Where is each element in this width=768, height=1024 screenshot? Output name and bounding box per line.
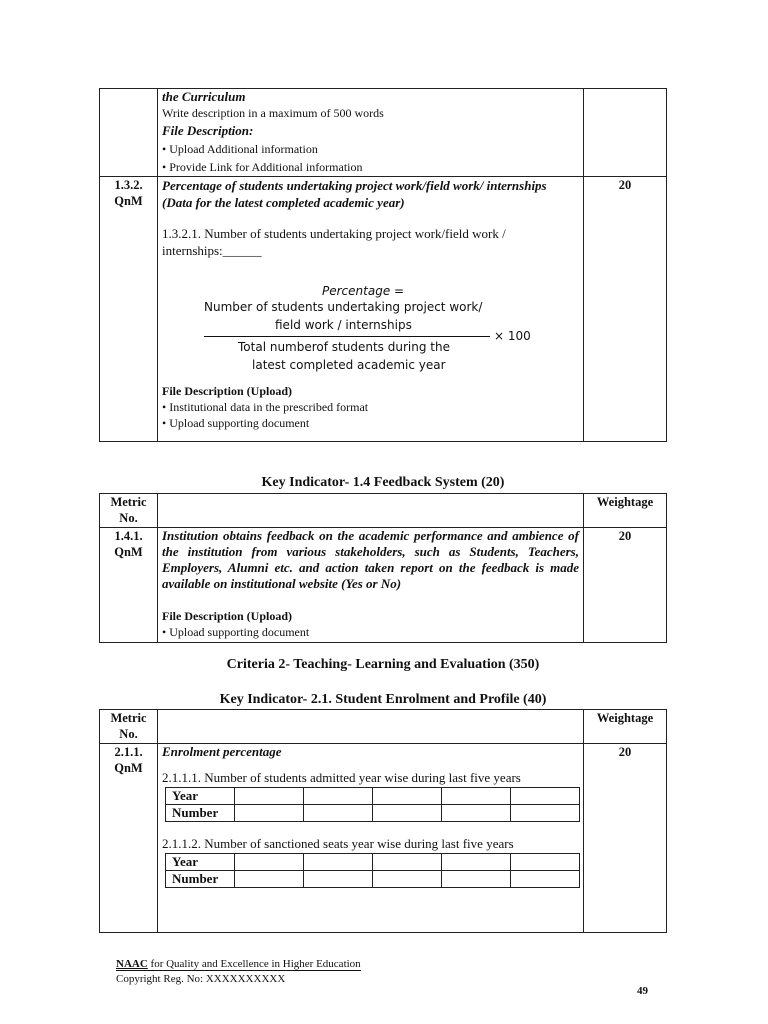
table-row <box>100 528 667 643</box>
year-cell[interactable] <box>442 788 511 805</box>
naac-logo-text: NAAC <box>116 958 148 970</box>
metric-title: Enrolment percentage <box>162 744 282 759</box>
number-cell[interactable] <box>235 871 304 888</box>
number-row <box>166 871 580 888</box>
metric-type: QnM <box>114 545 143 559</box>
key-indicator-2-1-heading: Key Indicator- 2.1. Student Enrolment and Profile (40) <box>219 692 547 707</box>
year-number-table-1 <box>165 787 580 822</box>
number-cell[interactable] <box>304 805 373 822</box>
criteria-2-heading: Criteria 2- Teaching- Learning and Evaluation (350) <box>226 657 540 672</box>
formula-numerator-2: field work / internships <box>275 318 412 332</box>
footer-copyright: Copyright Reg. No: XXXXXXXXXX <box>116 973 286 985</box>
number-label: Number <box>166 871 235 888</box>
metric-type: QnM <box>114 761 143 775</box>
table-row <box>100 744 667 933</box>
year-cell[interactable] <box>373 788 442 805</box>
number-cell[interactable] <box>511 871 580 888</box>
metric-cell <box>100 744 158 933</box>
metric-cell-empty <box>100 89 158 177</box>
metric-table-3 <box>99 709 667 933</box>
number-row <box>166 805 580 822</box>
column-header-metric: Metric No. <box>100 710 158 744</box>
formula-denominator-2: latest completed academic year <box>252 358 446 372</box>
description-cell <box>158 177 584 442</box>
weight-cell: 20 <box>584 528 667 643</box>
metric-table-1 <box>99 88 667 442</box>
bullet-item: • Institutional data in the prescribed format <box>162 400 369 414</box>
year-cell[interactable] <box>235 854 304 871</box>
year-row <box>166 854 580 871</box>
column-header-metric: Metric No. <box>100 494 158 528</box>
year-row <box>166 788 580 805</box>
bullet-item: • Provide Link for Additional information <box>162 160 363 174</box>
year-cell[interactable] <box>511 788 580 805</box>
metric-table-2 <box>99 493 667 643</box>
fraction-bar <box>204 336 490 337</box>
column-header-weightage: Weightage <box>584 710 667 744</box>
weight-cell: 20 <box>584 177 667 442</box>
column-header-description <box>158 710 584 744</box>
footer-tagline <box>116 958 361 971</box>
number-cell[interactable] <box>442 805 511 822</box>
formula-numerator-1: Number of students undertaking project work/ <box>204 300 483 314</box>
formula-lhs: Percentage = <box>322 284 405 298</box>
page-number: 49 <box>637 985 648 997</box>
number-cell[interactable] <box>442 871 511 888</box>
number-cell[interactable] <box>304 871 373 888</box>
number-cell[interactable] <box>235 805 304 822</box>
metric-cell <box>100 528 158 643</box>
weight-cell-empty <box>584 89 667 177</box>
table-row <box>100 177 667 442</box>
year-cell[interactable] <box>304 854 373 871</box>
bullet-item: • Upload supporting document <box>162 625 310 639</box>
sub-metric: 1.3.2.1. Number of students undertaking project work/field work / internships:______ <box>162 226 506 258</box>
description-cell <box>158 89 584 177</box>
year-label: Year <box>166 854 235 871</box>
file-description-label: File Description: <box>162 123 254 138</box>
number-cell[interactable] <box>511 805 580 822</box>
weight-cell: 20 <box>584 744 667 933</box>
description-cell <box>158 744 584 933</box>
bullet-item: • Upload Additional information <box>162 142 318 156</box>
sub-metric: 2.1.1.1. Number of students admitted year wise during last five years <box>162 770 521 785</box>
metric-title: Institution obtains feedback on the academic performance and ambience of the institution from various stakeholders, such as Students, Teachers, Employers, Alumni etc. and action taken report on the feedback is made available on institutional website (Yes or No) <box>162 528 579 591</box>
key-indicator-1-4-heading: Key Indicator- 1.4 Feedback System (20) <box>261 475 505 490</box>
number-label: Number <box>166 805 235 822</box>
table-header-row <box>100 710 667 744</box>
bullet-item: • Upload supporting document <box>162 416 310 430</box>
metric-number: 2.1.1. <box>114 745 143 759</box>
metric-type: QnM <box>114 194 143 208</box>
metric-title: Percentage of students undertaking project work/field work/ internships (Data for the latest completed academic year) <box>162 178 547 210</box>
metric-number: 1.3.2. <box>114 178 143 192</box>
row-title: the Curriculum <box>162 89 246 104</box>
year-number-table-2 <box>165 853 580 888</box>
file-description-label: File Description (Upload) <box>162 609 292 623</box>
metric-number: 1.4.1. <box>114 529 143 543</box>
footer-tagline-text: for Quality and Excellence in Higher Education <box>147 958 361 970</box>
year-cell[interactable] <box>442 854 511 871</box>
percentage-formula <box>162 283 579 379</box>
sub-metric: 2.1.1.2. Number of sanctioned seats year wise during last five years <box>162 836 514 851</box>
file-description-label: File Description (Upload) <box>162 384 292 398</box>
metric-cell <box>100 177 158 442</box>
number-cell[interactable] <box>373 805 442 822</box>
table-row <box>100 89 667 177</box>
formula-denominator-1: Total numberof students during the <box>238 340 450 354</box>
year-cell[interactable] <box>235 788 304 805</box>
number-cell[interactable] <box>373 871 442 888</box>
year-label: Year <box>166 788 235 805</box>
column-header-description <box>158 494 584 528</box>
column-header-weightage: Weightage <box>584 494 667 528</box>
description-cell <box>158 528 584 643</box>
year-cell[interactable] <box>511 854 580 871</box>
formula-multiplier: × 100 <box>494 329 531 343</box>
year-cell[interactable] <box>304 788 373 805</box>
table-header-row <box>100 494 667 528</box>
row-line: Write description in a maximum of 500 words <box>162 106 384 120</box>
year-cell[interactable] <box>373 854 442 871</box>
